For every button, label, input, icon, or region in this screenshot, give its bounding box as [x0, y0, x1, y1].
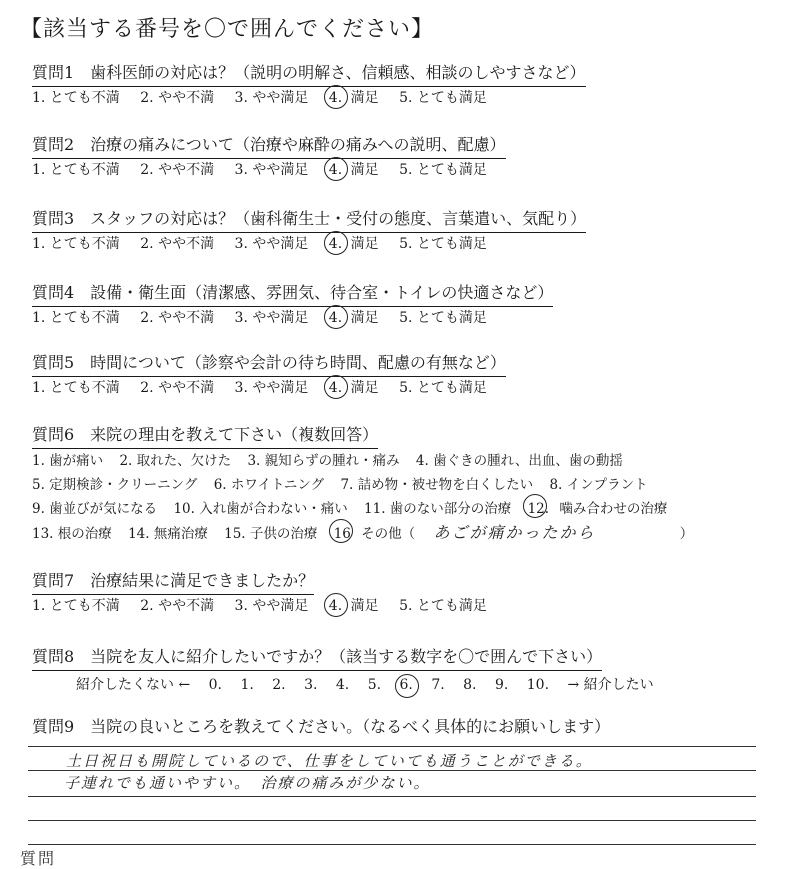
q5-option-5[interactable]: 5. とても満足 [399, 380, 487, 396]
q9-answer-line-1[interactable]: 土日祝日も開院しているので、仕事をしていても通うことができる。 [66, 752, 593, 770]
q3-option-5[interactable]: 5. とても満足 [399, 236, 487, 252]
q8-scale-0[interactable]: 0. [208, 677, 222, 693]
question-2-title: 質問2 治療の痛みについて（治療や麻酔の痛みへの説明、配慮） [32, 134, 506, 159]
q2-option-5[interactable]: 5. とても満足 [399, 162, 487, 178]
q1-option-5[interactable]: 5. とても満足 [399, 90, 487, 106]
q4-option-3[interactable]: 3. やや満足 [234, 310, 309, 326]
q3-option-3[interactable]: 3. やや満足 [234, 236, 309, 252]
q8-scale-1[interactable]: 1. [240, 677, 254, 693]
question-2 [32, 134, 792, 180]
question-6-title: 質問6 来院の理由を教えて下さい（複数回答） [32, 424, 378, 449]
q1-option-2[interactable]: 2. やや不満 [140, 90, 215, 106]
q6-option-9[interactable]: 9. 歯並びが気になる [32, 501, 158, 517]
q6-option-13[interactable]: 13. 根の治療 [32, 526, 112, 542]
q8-scale [76, 674, 668, 694]
q4-option-4-circled[interactable]: 4. [328, 310, 343, 326]
q6-option-11[interactable]: 11. 歯のない部分の治療 [364, 501, 512, 517]
q6-option-10[interactable]: 10. 入れ歯が合わない・痛い [173, 501, 348, 517]
q3-option-2[interactable]: 2. やや不満 [140, 236, 215, 252]
question-8-title: 質問8 当院を友人に紹介したいですか？（該当する数字を〇で囲んで下さい） [32, 646, 602, 671]
q1-option-1[interactable]: 1. とても不満 [32, 90, 120, 106]
q3-option-4-circled[interactable]: 4. [328, 236, 343, 252]
q6-other-open: その他（ [361, 526, 416, 542]
q6-option-8[interactable]: 8. インプラント [549, 477, 648, 493]
q8-scale-6-circled[interactable]: 6. [399, 677, 413, 693]
q6-option-16-circled[interactable]: 16 [334, 522, 351, 546]
q8-scale-2[interactable]: 2. [272, 677, 286, 693]
answer-line-4 [28, 820, 756, 821]
question-9-title: 質問9 当院の良いところを教えてください。（なるべく具体的にお願いします） [32, 717, 611, 736]
question-7-title: 質問7 治療結果に満足できましたか？ [32, 570, 314, 595]
q1-option-3[interactable]: 3. やや満足 [234, 90, 309, 106]
answer-line-1 [28, 746, 756, 747]
question-4 [32, 282, 792, 328]
q3-option-4-label: 満足 [350, 236, 379, 252]
q6-row-2 [32, 473, 792, 497]
answer-line-3 [28, 796, 756, 797]
question-4-title: 質問4 設備・衛生面（清潔感、雰囲気、待合室・トイレの快適さなど） [32, 282, 553, 307]
q4-option-5[interactable]: 5. とても満足 [399, 310, 487, 326]
q6-option-12-label: 噛み合わせの治療 [559, 501, 668, 517]
q1-option-4-label: 満足 [350, 90, 379, 106]
q6-row-1 [32, 449, 792, 473]
q6-option-2[interactable]: 2. 取れた、欠けた [119, 453, 232, 469]
q8-scale-10[interactable]: 10. [526, 677, 550, 693]
q8-scale-7[interactable]: 7. [431, 677, 445, 693]
q5-option-2[interactable]: 2. やや不満 [140, 380, 215, 396]
q6-row-3 [32, 497, 792, 521]
question-3 [32, 208, 792, 254]
q6-row-4 [32, 521, 792, 546]
question-7 [32, 570, 792, 616]
question-6 [32, 424, 792, 546]
question-9 [32, 716, 792, 738]
q8-scale-8[interactable]: 8. [463, 677, 477, 693]
q6-option-4[interactable]: 4. 歯ぐきの腫れ、出血、歯の動揺 [415, 453, 623, 469]
question-3-title: 質問3 スタッフの対応は？（歯科衛生士・受付の態度、言葉遣い、気配り） [32, 208, 586, 233]
q2-option-1[interactable]: 1. とても不満 [32, 162, 120, 178]
q6-option-12-circled[interactable]: 12. [528, 497, 549, 521]
q8-scale-5[interactable]: 5. [367, 677, 382, 693]
question-5 [32, 352, 792, 398]
q2-option-4-circled[interactable]: 4. [328, 162, 343, 178]
q7-option-5[interactable]: 5. とても満足 [399, 598, 487, 614]
q3-option-1[interactable]: 1. とても不満 [32, 236, 120, 252]
q4-option-1[interactable]: 1. とても不満 [32, 310, 120, 326]
q5-option-4-circled[interactable]: 4. [328, 380, 343, 396]
q8-scale-right-label: → 紹介したい [567, 677, 654, 693]
next-question-cut: 質問 [20, 849, 57, 868]
q6-option-5[interactable]: 5. 定期検診・クリーニング [32, 477, 198, 493]
instruction-header: 【該当する番号を〇で囲んでください】 [20, 17, 435, 42]
q4-option-2[interactable]: 2. やや不満 [140, 310, 215, 326]
q6-option-7[interactable]: 7. 詰め物・被せ物を白くしたい [340, 477, 534, 493]
q1-option-4-circled[interactable]: 4. [328, 90, 343, 106]
q7-option-3[interactable]: 3. やや満足 [234, 598, 309, 614]
q2-option-4-label: 満足 [350, 162, 379, 178]
q6-option-6[interactable]: 6. ホワイトニング [213, 477, 325, 493]
question-1-title: 質問1 歯科医師の対応は？（説明の明解さ、信頼感、相談のしやすさなど） [32, 62, 586, 87]
q7-option-4-circled[interactable]: 4. [328, 598, 343, 614]
q5-option-4-label: 満足 [350, 380, 379, 396]
question-1 [32, 62, 792, 108]
q5-option-1[interactable]: 1. とても不満 [32, 380, 120, 396]
q6-option-3[interactable]: 3. 親知らずの腫れ・痛み [247, 453, 400, 469]
q8-scale-4[interactable]: 4. [335, 677, 350, 693]
q6-option-14[interactable]: 14. 無痛治療 [128, 526, 208, 542]
question-5-title: 質問5 時間について（診察や会計の待ち時間、配慮の有無など） [32, 352, 506, 377]
q6-option-15[interactable]: 15. 子供の治療 [224, 526, 318, 542]
q2-option-2[interactable]: 2. やや不満 [140, 162, 215, 178]
q8-scale-9[interactable]: 9. [494, 677, 509, 693]
question-8 [32, 646, 792, 671]
q8-scale-3[interactable]: 3. [304, 677, 318, 693]
answer-line-5 [28, 844, 756, 845]
q4-option-4-label: 満足 [350, 310, 379, 326]
q9-answer-line-2[interactable]: 子連れでも通いやすい。 治療の痛みが少ない。 [64, 774, 431, 792]
q2-option-3[interactable]: 3. やや満足 [234, 162, 309, 178]
q6-other-close: ） [679, 526, 694, 542]
answer-line-2 [28, 770, 756, 771]
q7-option-4-label: 満足 [350, 598, 379, 614]
q5-option-3[interactable]: 3. やや満足 [234, 380, 309, 396]
q8-scale-left-label: 紹介したくない ← [76, 677, 191, 693]
q7-option-2[interactable]: 2. やや不満 [140, 598, 215, 614]
q7-option-1[interactable]: 1. とても不満 [32, 598, 120, 614]
q6-option-1[interactable]: 1. 歯が痛い [32, 453, 104, 469]
q6-other-answer[interactable]: あごが痛かったから [433, 523, 596, 542]
